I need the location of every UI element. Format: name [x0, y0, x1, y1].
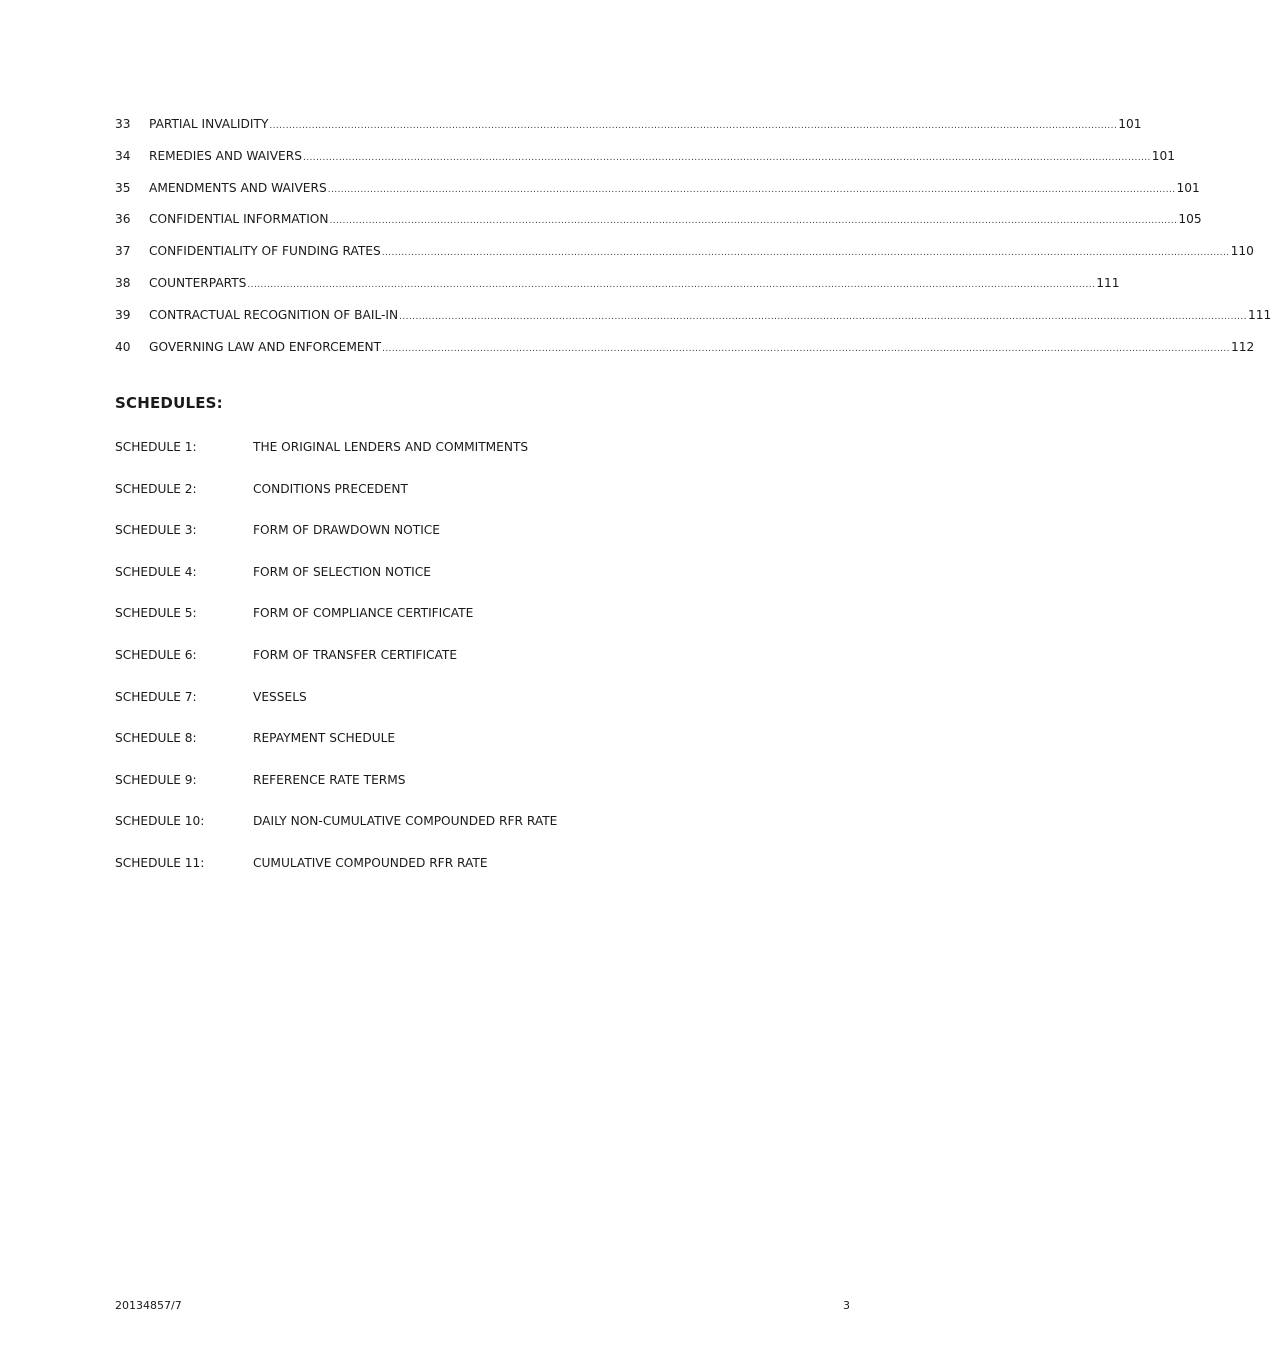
- toc-entry-number: 40: [115, 339, 131, 354]
- toc-entry[interactable]: [115, 305, 1271, 337]
- table-of-contents: [115, 114, 1271, 368]
- toc-entry-page: 111: [1096, 275, 1120, 290]
- schedule-title: CONDITIONS PRECEDENT: [253, 481, 408, 496]
- toc-entry-title: CONFIDENTIAL INFORMATION: [149, 212, 329, 227]
- toc-dot-leader: ....................................................................................................................................................................................................................................................................: [327, 184, 1176, 195]
- toc-dot-leader: ....................................................................................................................................................................................................................................................................: [382, 343, 1230, 354]
- toc-entry-page: 112: [1230, 339, 1255, 354]
- schedule-label: SCHEDULE 1:: [115, 440, 197, 454]
- schedule-title: THE ORIGINAL LENDERS AND COMMITMENTS: [253, 440, 529, 454]
- toc-entry-title: CONTRACTUAL RECOGNITION OF BAIL-IN: [149, 307, 399, 322]
- schedule-item[interactable]: [115, 687, 851, 729]
- toc-entry-number: 39: [115, 307, 131, 322]
- schedule-label: SCHEDULE 11:: [115, 855, 205, 870]
- schedule-label: SCHEDULE 7:: [115, 689, 197, 704]
- toc-entry-page: 105: [1178, 212, 1202, 227]
- schedule-item[interactable]: [115, 645, 851, 687]
- schedule-item[interactable]: [115, 770, 851, 812]
- toc-entry[interactable]: [115, 114, 1142, 146]
- toc-entry-title: PARTIAL INVALIDITY: [149, 117, 269, 131]
- toc-entry-number: 37: [115, 244, 131, 259]
- toc-entry-number: 35: [115, 180, 131, 195]
- schedule-title: DAILY NON-CUMULATIVE COMPOUNDED RFR RATE: [253, 814, 558, 829]
- toc-entry-title: REMEDIES AND WAIVERS: [149, 148, 302, 163]
- schedule-item[interactable]: [115, 811, 851, 853]
- toc-dot-leader: ....................................................................................................................................................................................................................................................................: [269, 121, 1118, 131]
- toc-dot-leader: ....................................................................................................................................................................................................................................................................: [302, 152, 1151, 163]
- toc-dot-leader: ....................................................................................................................................................................................................................................................................: [247, 279, 1096, 290]
- schedule-item[interactable]: [115, 479, 851, 521]
- schedule-item[interactable]: [115, 853, 851, 895]
- schedule-title: REFERENCE RATE TERMS: [253, 772, 406, 787]
- toc-entry-title: GOVERNING LAW AND ENFORCEMENT: [149, 339, 382, 354]
- schedule-title: VESSELS: [253, 689, 307, 704]
- schedule-title: FORM OF TRANSFER CERTIFICATE: [253, 647, 458, 662]
- schedule-item[interactable]: [115, 562, 851, 604]
- toc-entry-number: 36: [115, 212, 131, 227]
- toc-dot-leader: ....................................................................................................................................................................................................................................................................: [329, 216, 1178, 227]
- schedule-title: FORM OF SELECTION NOTICE: [253, 564, 431, 579]
- toc-entry-page: 111: [1247, 307, 1271, 322]
- toc-entry-title: COUNTERPARTS: [149, 275, 247, 290]
- schedule-title: REPAYMENT SCHEDULE: [253, 731, 396, 746]
- schedule-label: SCHEDULE 6:: [115, 647, 197, 662]
- toc-entry[interactable]: [115, 273, 1120, 305]
- schedule-label: SCHEDULE 10:: [115, 814, 205, 829]
- toc-entry[interactable]: [115, 146, 1176, 178]
- schedules-heading: SCHEDULES:: [115, 394, 223, 412]
- toc-entry[interactable]: [115, 241, 1254, 273]
- footer-document-reference: 20134857/7: [115, 1299, 182, 1312]
- schedule-label: SCHEDULE 9:: [115, 772, 197, 787]
- schedule-item[interactable]: [115, 728, 851, 770]
- toc-entry-title: CONFIDENTIALITY OF FUNDING RATES: [149, 244, 381, 259]
- toc-dot-leader: ....................................................................................................................................................................................................................................................................: [381, 248, 1230, 259]
- toc-entry-number: 38: [115, 275, 131, 290]
- schedule-label: SCHEDULE 5:: [115, 606, 197, 621]
- toc-entry-page: 110: [1230, 244, 1254, 259]
- schedule-label: SCHEDULE 4:: [115, 564, 197, 579]
- toc-entry[interactable]: [115, 178, 1200, 210]
- toc-dot-leader: ....................................................................................................................................................................................................................................................................: [399, 311, 1247, 322]
- schedule-label: SCHEDULE 3:: [115, 523, 197, 538]
- schedule-item[interactable]: [115, 437, 851, 479]
- toc-entry-page: 101: [1151, 148, 1176, 163]
- schedules-list: [115, 437, 851, 895]
- toc-entry[interactable]: [115, 337, 1255, 369]
- schedule-title: FORM OF DRAWDOWN NOTICE: [253, 523, 440, 538]
- schedule-label: SCHEDULE 8:: [115, 731, 197, 746]
- schedule-title: FORM OF COMPLIANCE CERTIFICATE: [253, 606, 474, 621]
- toc-entry-title: AMENDMENTS AND WAIVERS: [149, 180, 327, 195]
- schedule-title: CUMULATIVE COMPOUNDED RFR RATE: [253, 855, 488, 870]
- schedule-item[interactable]: [115, 520, 851, 562]
- toc-entry-page: 101: [1118, 117, 1142, 131]
- toc-entry-number: 34: [115, 148, 131, 163]
- toc-entry-page: 101: [1176, 180, 1200, 195]
- toc-entry[interactable]: [115, 209, 1202, 241]
- toc-entry-number: 33: [115, 117, 131, 131]
- schedule-label: SCHEDULE 2:: [115, 481, 197, 496]
- footer-page-number: 3: [843, 1299, 850, 1312]
- schedule-item[interactable]: [115, 603, 851, 645]
